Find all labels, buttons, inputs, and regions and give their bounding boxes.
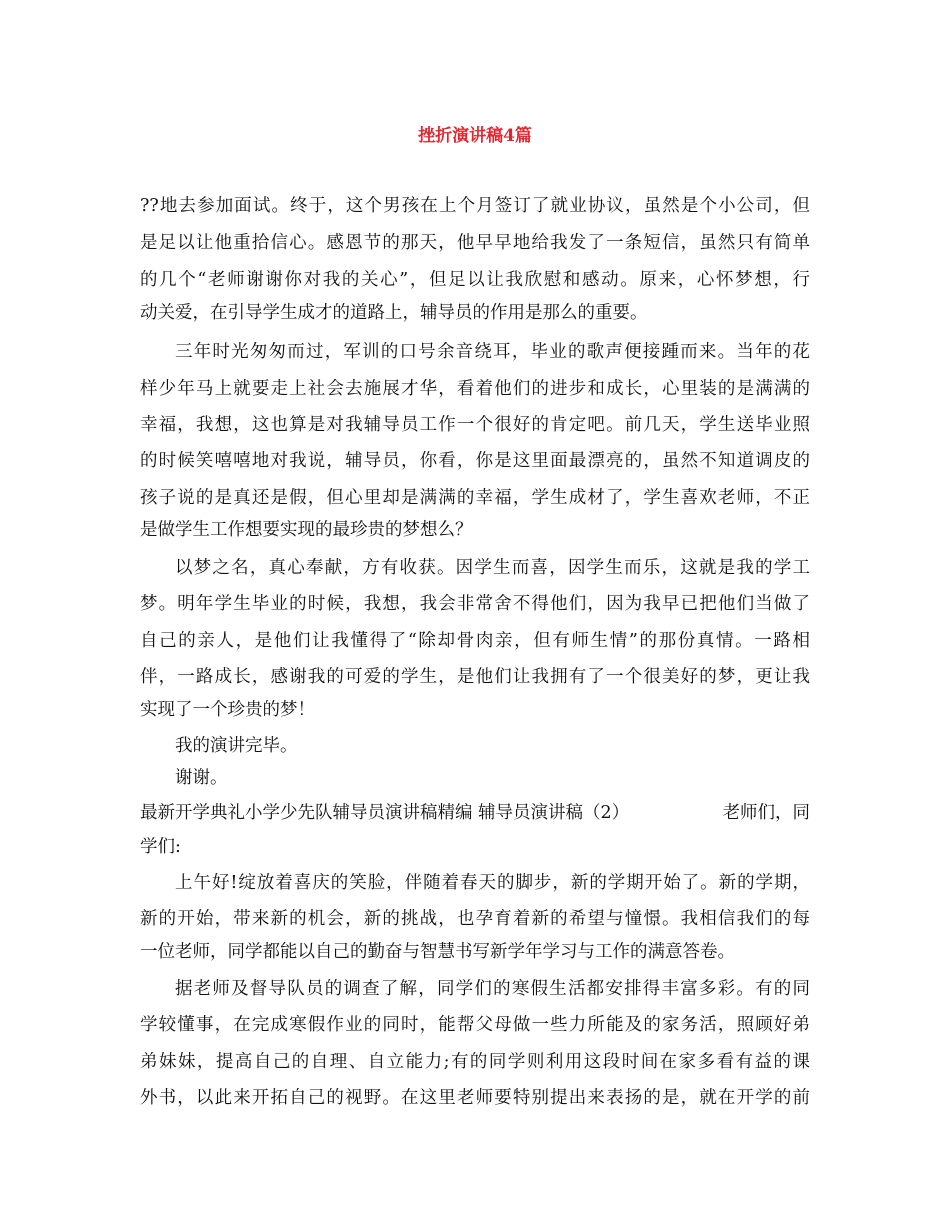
text-line: 幸福，我想，这也算是对我辅导员工作一个很好的肯定吧。前几天，学生送毕业照 (140, 415, 810, 435)
text-line: 老师们，同 (722, 803, 810, 823)
text-line: ??地去参加面试。终于，这个男孩在上个月签订了就业协议，虽然是个小公司，但 (140, 196, 810, 216)
section-heading-line (140, 801, 820, 825)
text-line: 据老师及督导队员的调查了解，同学们的寒假生活都安排得丰富多彩。有的同 (175, 979, 810, 999)
text-line: 上午好!绽放着喜庆的笑脸，伴随着春天的脚步，新的学期开始了。新的学期， (175, 873, 810, 893)
document-title: 挫折演讲稿4篇 (418, 126, 532, 146)
text-line: 的几个“老师谢谢你对我的关心”，但足以让我欣慰和感动。原来，心怀梦想，行 (140, 270, 810, 290)
text-line: 新的开始，带来新的机会，新的挑战，也孕育着新的希望与憧憬。我相信我们的每 (140, 909, 810, 929)
text-line: 动关爱，在引导学生成才的道路上，辅导员的作用是那么的重要。 (140, 303, 648, 323)
text-line: 实现了一个珍贵的梦！ (140, 700, 315, 720)
text-line: 伴，一路成长，感谢我的可爱的学生，是他们让我拥有了一个很美好的梦，更让我 (140, 667, 810, 687)
text-line: 三年时光匆匆而过，军训的口号余音绕耳，毕业的歌声便接踵而来。当年的花 (175, 342, 810, 362)
text-line: 一位老师，同学都能以自己的勤奋与智慧书写新学年学习与工作的满意答卷。 (140, 942, 735, 962)
text-line: 谢谢。 (175, 768, 228, 788)
text-line: 弟妹妹，提高自己的自理、自立能力;有的同学则利用这段时间在家多看有益的课 (140, 1052, 810, 1072)
text-line: 的时候笑嘻嘻地对我说，辅导员，你看，你是这里面最漂亮的，虽然不知道调皮的 (140, 451, 810, 471)
text-line: 自己的亲人，是他们让我懂得了“除却骨肉亲，但有师生情”的那份真情。一路相 (140, 631, 810, 651)
section-heading: 最新开学典礼小学少先队辅导员演讲稿精编 辅导员演讲稿（2） (140, 803, 630, 823)
text-line: 梦。明年学生毕业的时候，我想，我会非常舍不得他们，因为我早已把他们当做了 (140, 594, 810, 614)
text-line: 以梦之名，真心奉献，方有收获。因学生而喜，因学生而乐，这就是我的学工 (175, 558, 810, 578)
text-line: 是足以让他重拾信心。感恩节的那天，他早早地给我发了一条短信，虽然只有简单 (140, 233, 810, 253)
text-line: 是做学生工作想要实现的最珍贵的梦想么？ (140, 520, 473, 540)
text-line: 学们: (140, 837, 181, 857)
text-line: 外书，以此来开拓自己的视野。在这里老师要特别提出来表扬的是，就在开学的前 (140, 1088, 810, 1108)
text-line: 我的演讲完毕。 (175, 736, 298, 756)
text-line: 样少年马上就要走上社会去施展才华，看着他们的进步和成长，心里装的是满满的 (140, 379, 810, 399)
text-line: 孩子说的是真还是假，但心里却是满满的幸福，学生成材了，学生喜欢老师，不正 (140, 488, 810, 508)
text-line: 学较懂事，在完成寒假作业的同时，能帮父母做一些力所能及的家务活，照顾好弟 (140, 1015, 810, 1035)
